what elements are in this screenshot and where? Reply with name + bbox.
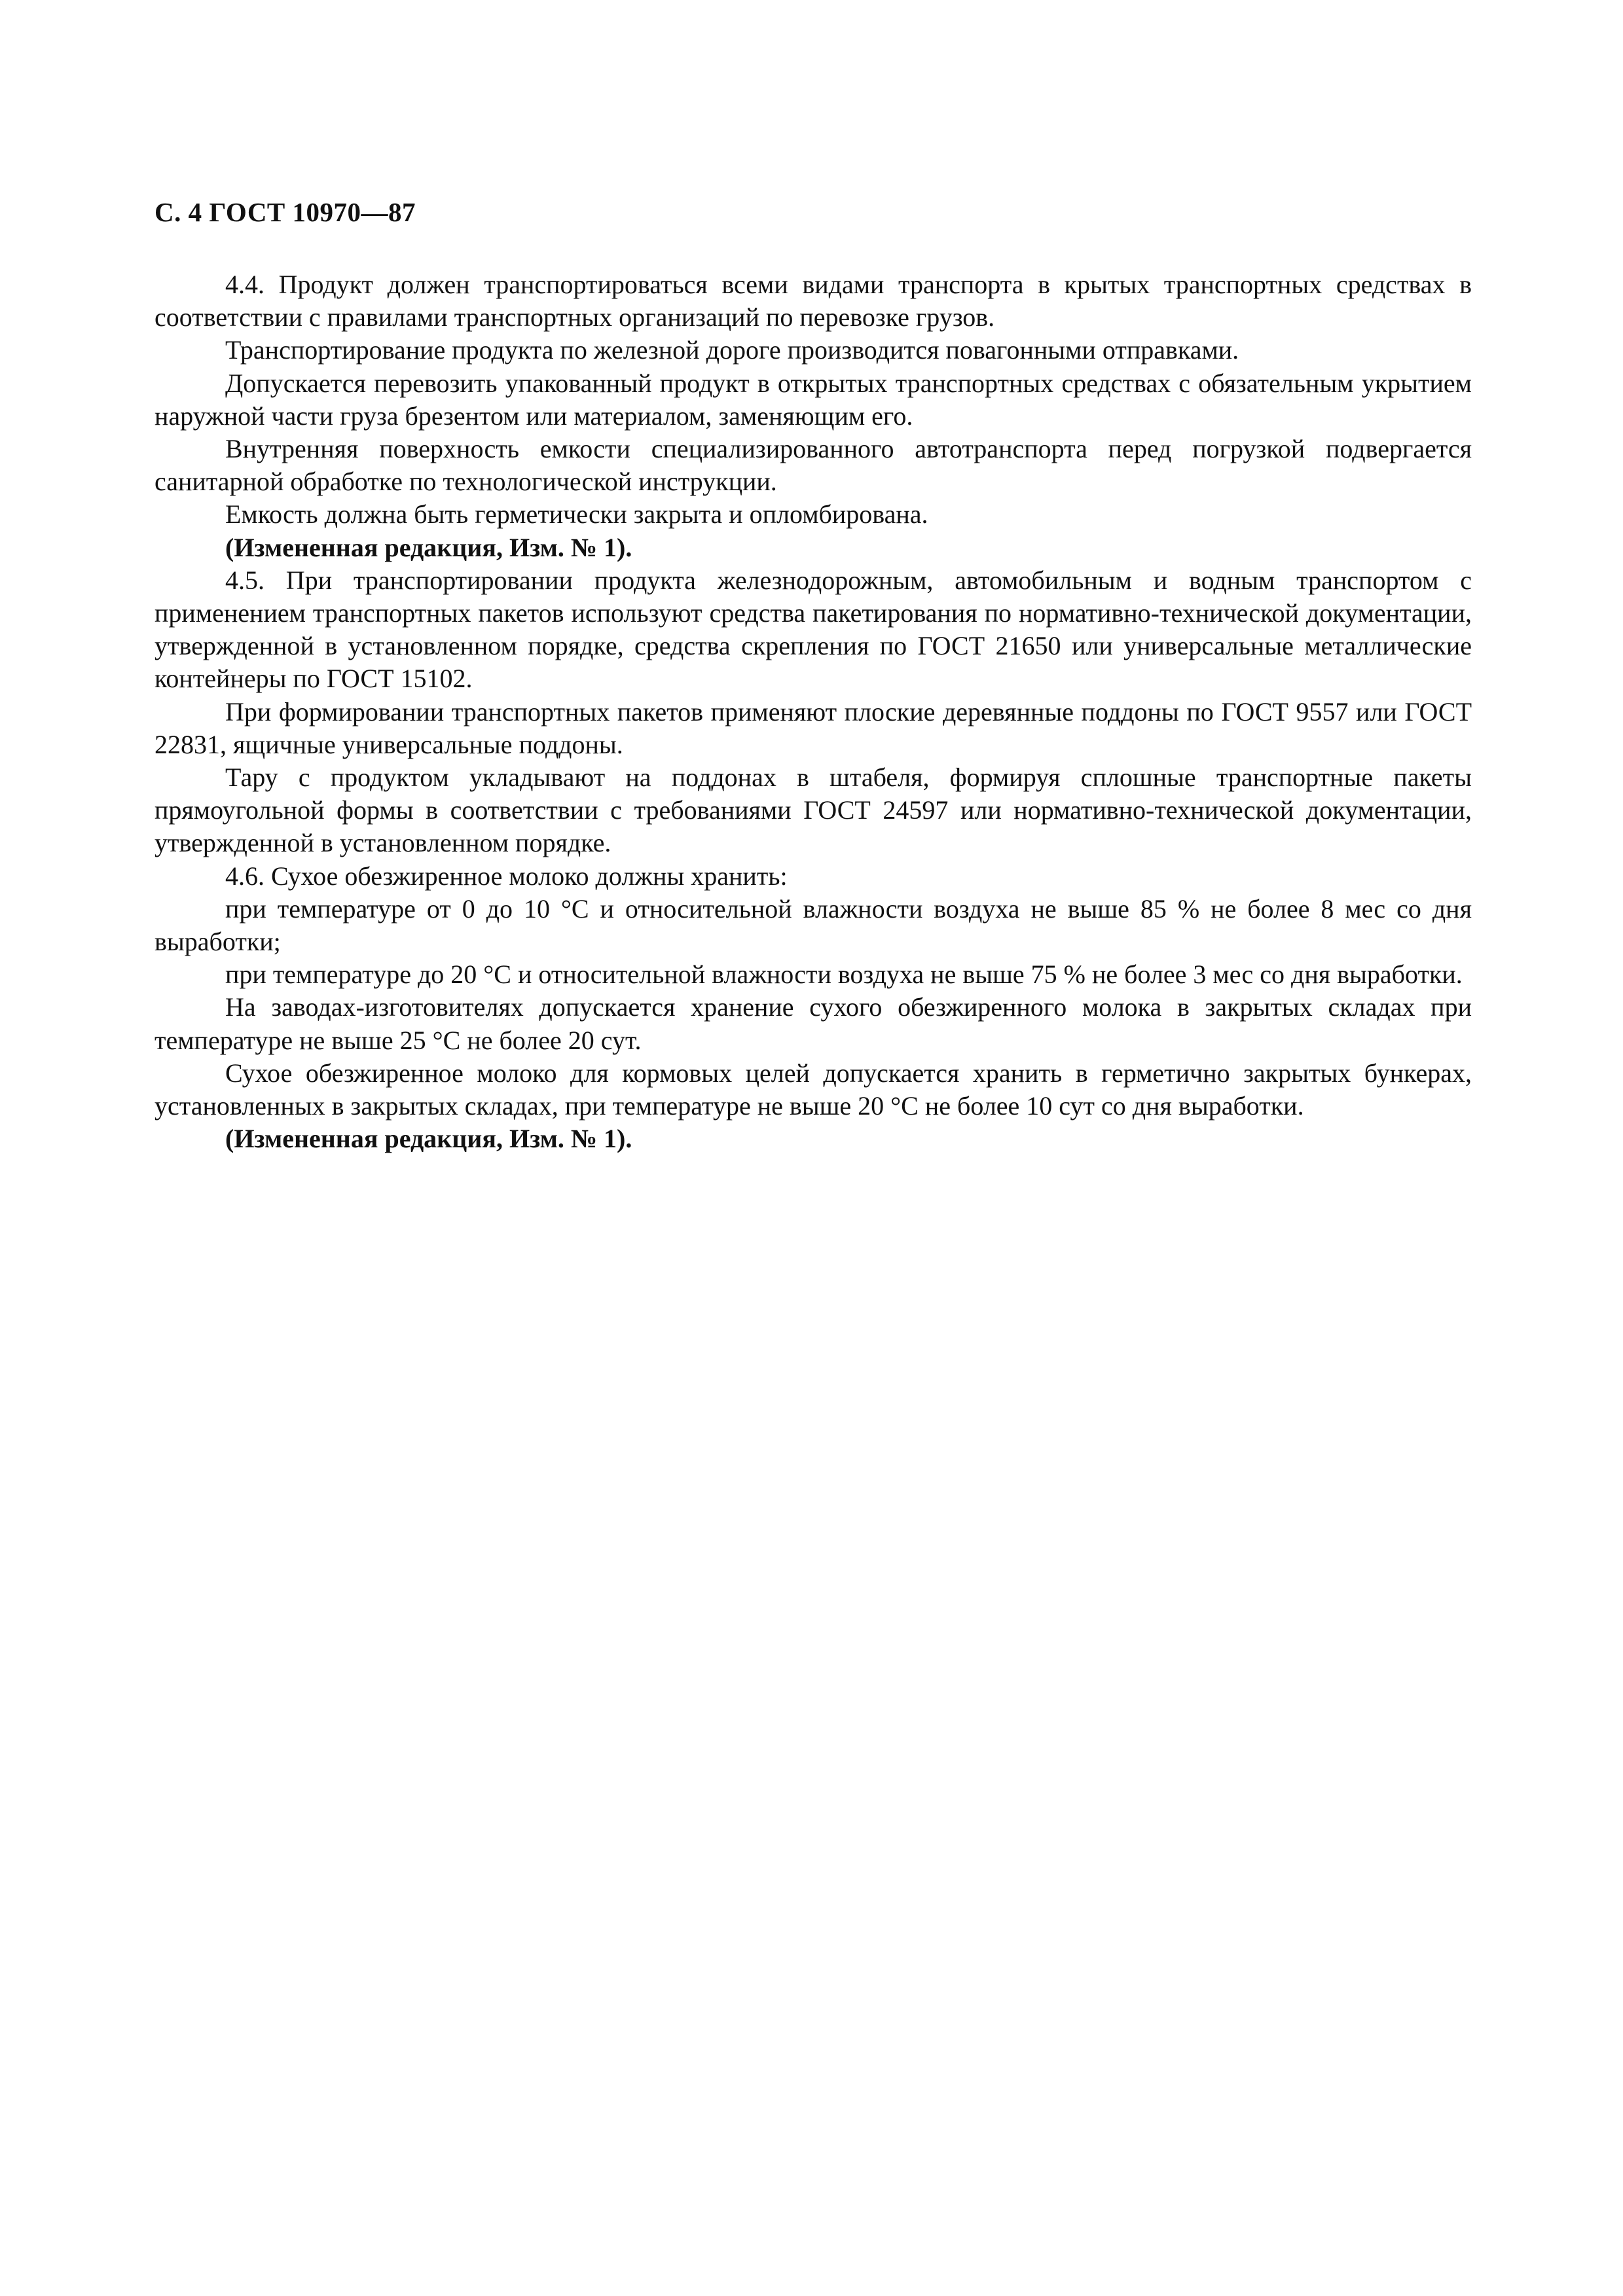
amendment-note: (Измененная редакция, Изм. № 1). <box>225 1124 632 1154</box>
paragraph-open-transport: Допускается перевозить упакованный продукт в открытых транспортных средствах с обязательным укрытием наружной части груза брезентом или материалом, заменяющим его. <box>155 368 1472 431</box>
document-body <box>155 268 1472 1155</box>
amendment-note: (Измененная редакция, Изм. № 1). <box>225 532 632 562</box>
paragraph-tank-sealing: Емкость должна быть герметически закрыта и опломбирована. <box>225 499 928 529</box>
paragraph-4-4: 4.4. Продукт должен транспортироваться всеми видами транспорта в крытых транспортных средствах в соответствии с правилами транспортных организаций по перевозке грузов. <box>155 270 1472 332</box>
paragraph-stacking: Тару с продуктом укладывают на поддонах в штабеля, формируя сплошные транспортные пакеты прямоугольной формы в соответствии с требованиями ГОСТ 24597 или нормативно-технической документации, утвержденной в установленном порядке. <box>155 762 1472 858</box>
paragraph-tank-sanitation: Внутренняя поверхность емкости специализированного автотранспорта перед погрузкой подвергается санитарной обработке по технологической инструкции. <box>155 434 1472 497</box>
paragraph-pallets: При формировании транспортных пакетов применяют плоские деревянные поддоны по ГОСТ 9557 или ГОСТ 22831, ящичные универсальные поддоны. <box>155 696 1472 759</box>
paragraph-rail-transport: Транспортирование продукта по железной дороге производится повагонными отправками. <box>225 335 1239 365</box>
paragraph-4-6: 4.6. Сухое обезжиренное молоко должны хранить: <box>225 861 788 891</box>
paragraph-4-5: 4.5. При транспортировании продукта железнодорожным, автомобильным и водным транспортом с применением транспортных пакетов используют средства пакетирования по нормативно-технической документации, утвержденной в установленном порядке, средства скрепления по ГОСТ 21650 или универсальные металлические контейнеры по ГОСТ 15102. <box>155 565 1472 694</box>
paragraph-storage-10c: при температуре от 0 до 10 °С и относительной влажности воздуха не выше 85 % не более 8 мес со дня выработки; <box>155 893 1472 957</box>
paragraph-storage-20c: при температуре до 20 °С и относительной влажности воздуха не выше 75 % не более 3 мес со дня выработки. <box>225 960 1463 990</box>
paragraph-feed-storage: Сухое обезжиренное молоко для кормовых целей допускается хранить в герметично закрытых бункерах, установленных в закрытых складах, при температуре не выше 20 °С не более 10 сут со дня выработки. <box>155 1058 1472 1121</box>
page-header: С. 4 ГОСТ 10970—87 <box>155 197 416 227</box>
paragraph-factory-storage: На заводах-изготовителях допускается хранение сухого обезжиренного молока в закрытых складах при температуре не выше 25 °С не более 20 сут. <box>155 992 1472 1055</box>
